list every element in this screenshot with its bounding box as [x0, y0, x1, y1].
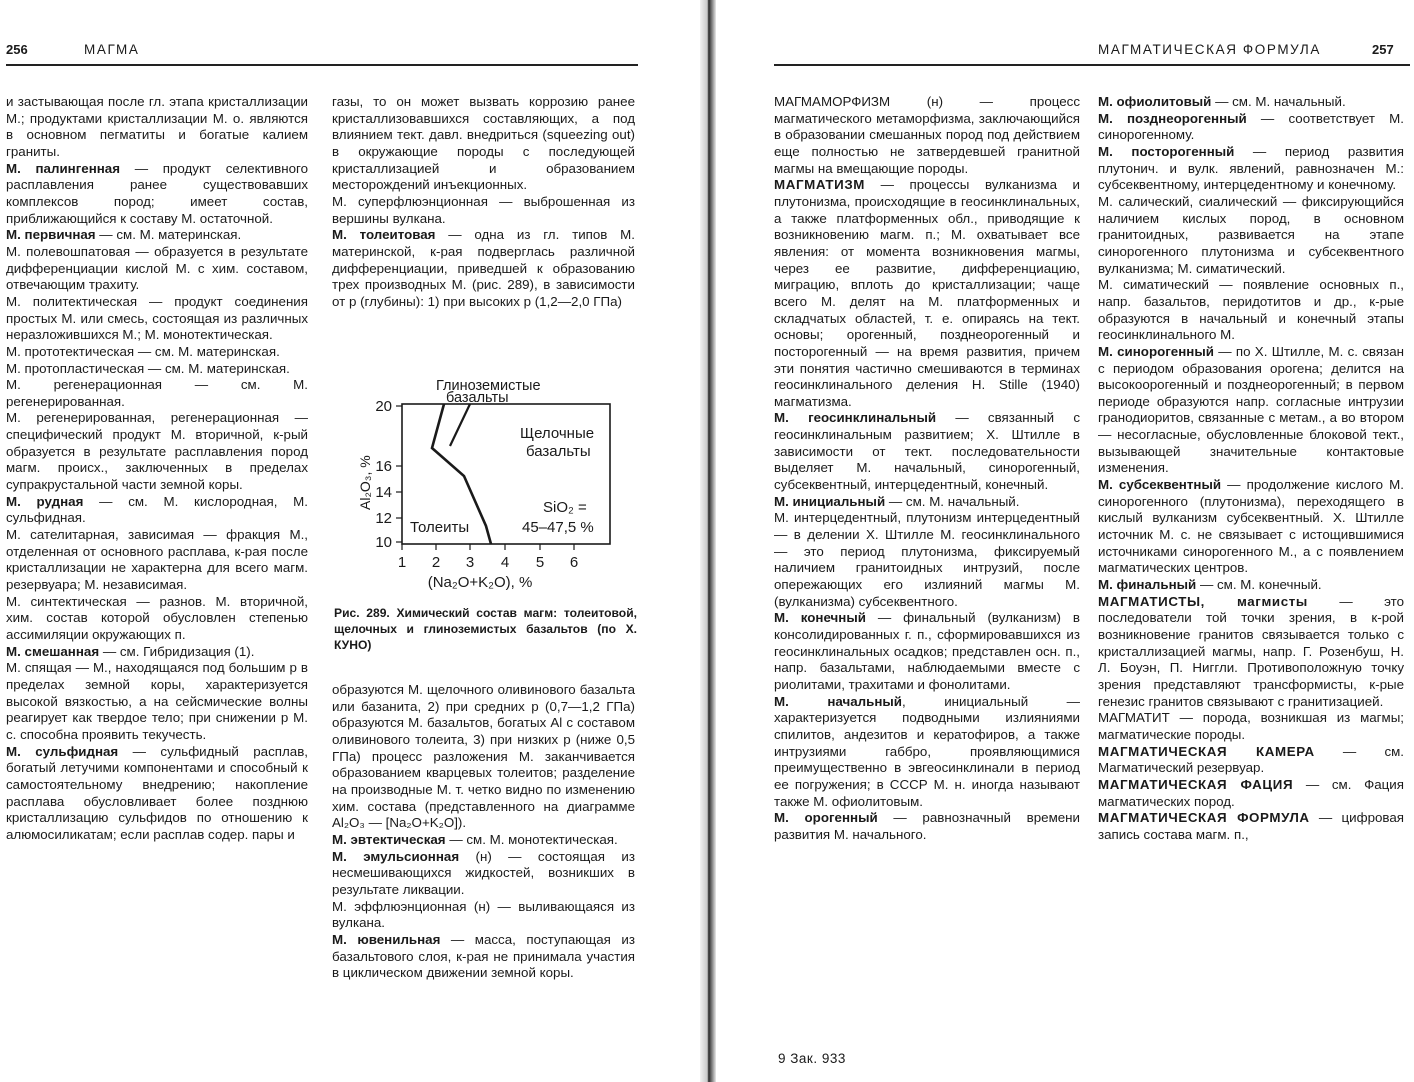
entry-text: — цифровая запись состава магм. п., [1098, 810, 1404, 842]
y-tick-20: 20 [375, 398, 392, 415]
dictionary-entry [332, 227, 635, 310]
dictionary-entry [6, 161, 308, 228]
entry-headword: М. офиолитовый [1098, 94, 1212, 109]
dictionary-entry [774, 510, 1080, 610]
entry-text: — см. М. монотектическая. [445, 831, 618, 847]
x-tick-3: 3 [465, 554, 475, 571]
entry-text: образуются М. щелочного оливинового базальта или базанита, 2) при средних p (0,7—1,2 ГПа) образуются М. базальтов, богатых Al с составом оливинового толеита, 3) при низких p (ниже 0,5 ГПа) процесс разложения М. заканчивается образованием кварцевых толеитов; разделение на производные М. т. четко видно по изменению хим. состава (представленного на диаграмме Al₂O₃ — [Na₂O+K₂O]). [332, 682, 635, 831]
entry-text: — см. Гибридизация (1). [99, 643, 255, 659]
entry-text: М. симатический — появление основных п., напр. базальтов, перидотитов и др., к-рые образуются в начальный и конечный этапы геосинклинального М. [1098, 277, 1404, 343]
entry-headword: М. синорогенный [1098, 343, 1214, 359]
dictionary-entry [1098, 744, 1404, 777]
book-gutter [700, 0, 716, 1082]
entry-headword: М. посторогенный [1098, 143, 1235, 159]
entry-text: — соответствует М. синорогенному. [1098, 110, 1404, 143]
entry-text: М. полевошпатовая — образуется в результате дифференциации кислой М. с хим. составом, отвечающим трахиту. [6, 243, 308, 293]
entry-text: — финальный (вулканизм) в консолидированных г. п., сформировавшихся из геосинклинальных осадков; представлен осн. п., напр. базальтами, наблюдаемыми вместе с риолитами, трахитами и фонолитами. [774, 610, 1080, 692]
left-column-1 [6, 94, 308, 844]
left-column-2-top [332, 94, 635, 311]
dictionary-entry [332, 94, 635, 194]
entry-text: — продолжение кислого М. синорогенного (плутонизма), переходящего в кислый вулканизм субсеквентный. Х. Штилле источник М. с. не связывает с истощившимися источниками синорогенного М., а с появлением магматических центров. [1098, 477, 1404, 576]
entry-headword: М. субсеквентный [1098, 477, 1222, 493]
x-tick-6: 6 [569, 554, 579, 571]
x-tick-1: 1 [397, 554, 407, 571]
dictionary-entry [1098, 710, 1404, 743]
printing-mark: 9 Зак. 933 [778, 1051, 846, 1066]
dictionary-entry [1098, 277, 1404, 344]
entry-headword: М. сульфидная [6, 743, 119, 759]
entry-text: МАГМАМОРФИЗМ (н) — процесс магматического метаморфизма, заключающийся в образовании смешанных пород под действием еще полностью не затвердевшей гранитной магмы на вмещающие породы. [774, 94, 1080, 176]
entry-text: — см. М. материнская. [95, 227, 242, 243]
entry-headword: М. финальный [1098, 577, 1197, 593]
entry-text: — по Х. Штилле, М. с. связан с периодом образования орогена; делится на высокоорогенный и позднеорогенный; в первом периоде образуются напр. согласные интрузии гранодиоритов, связанные с метам., а во втором — несогласные, обусловленные блоковой тект., вызывающей значительные контактовые изменения. [1098, 343, 1404, 476]
dictionary-entry [1098, 144, 1404, 194]
dictionary-entry [774, 410, 1080, 493]
left-column-2-bottom [332, 682, 635, 982]
entry-headword: М. толеитовая [332, 227, 436, 243]
entry-text: М. интерцедентный, плутонизм интерцедентный — в делении Х. Штилле М. геосинклинального — это период плутонизма, фиксируемый наличием гранитоидных интрузий, после опережающих его излияний магмы М. (вулканизма) субсеквентного. [774, 510, 1080, 609]
entry-headword: М. первичная [6, 227, 96, 243]
dictionary-entry [6, 594, 308, 644]
page-257 [716, 0, 1414, 1082]
entry-text: М. протопластическая — см. М. материнская. [6, 360, 290, 376]
dictionary-entry [774, 494, 1080, 511]
entry-text: — продукт селективного расплавления ранее существовавших комплексов пород; имеет состав, приближающийся к составу М. остаточной. [6, 160, 308, 226]
entry-text: М. суперфлюэнционная — выброшенная из вершины вулкана. [332, 193, 635, 226]
running-head-left: МАГМА [84, 42, 140, 57]
entry-headword: М. орогенный [774, 810, 878, 826]
entry-headword: М. геосинклинальный [774, 410, 937, 426]
x-tick-4: 4 [500, 554, 510, 571]
dictionary-entry [1098, 344, 1404, 477]
entry-headword: М. эвтектическая [332, 831, 446, 847]
entry-text: — см. Фация магматических пород. [1098, 776, 1404, 809]
dictionary-entry [1098, 111, 1404, 144]
page-number-right: 257 [1372, 42, 1394, 57]
dictionary-entry [1098, 577, 1404, 594]
running-head-right: МАГМАТИЧЕСКАЯ ФОРМУЛА [1098, 42, 1321, 57]
entry-text: — см. М. начальный. [885, 493, 1020, 509]
page-number-left: 256 [6, 42, 28, 57]
header-rule-right [774, 64, 1410, 66]
entry-text: , инициальный — характеризуется подводными излияниями спилитов, андезитов и кератофиров, а также интрузиями габбро, проявляющимися преимущественно в эвгеосинклинали в период ее погружения; в СССР М. н. иногда называют также М. офиолитовым. [774, 693, 1080, 809]
entry-text: М. сателитарная, зависимая — фракция М., отделенная от основного расплава, к-рая после кристаллизации не характерна для всего магм. резервуара; М. независимая. [6, 527, 308, 593]
label-alkali-2: базальты [526, 443, 591, 460]
dictionary-entry [6, 294, 308, 344]
entry-headword: М. палингенная [6, 160, 121, 176]
entry-text: — процессы вулканизма и плутонизма, происходящие в геосинклинальных, а также платформенных обл., приводящие к возникновению магм. п.; М. охватывает все явления: от момента возникновения магмы, через ее развитие, дифференциацию, миграцию, вплоть до кристаллизации; чаще всего М. делят на М. платформенных и складчатых областей, т. е. опираясь на тект. основы; орогенный, позднеорогенный и посторогенный — на время развития, причем эти понятия частично смешиваются в терминах геосинклинального деления H. Stille (1940) магматизма. [774, 177, 1080, 409]
entry-main-headword: МАГМАТИЗМ [774, 177, 866, 193]
dictionary-entry [6, 377, 308, 410]
right-column-1 [774, 94, 1080, 844]
label-tholeiite: Толеиты [410, 519, 470, 536]
entry-main-headword: МАГМАТИЧЕСКАЯ ФАЦИЯ [1098, 776, 1294, 792]
entry-main-headword: МАГМАТИСТЫ, магмисты [1098, 593, 1308, 609]
entry-text: — масса, поступающая из базальтового слоя, к-рая не принимала участия в циклическом движении земной коры. [332, 931, 635, 981]
entry-text: МАГМАТИТ — порода, возникшая из магмы; магматические породы. [1098, 710, 1404, 742]
entry-text: — сульфидный расплав, богатый летучими компонентами и способный к самостоятельному внедрению; накопление расплава обусловливает более позднюю кристаллизацию сульфидов по отношению к алюмосиликатам; если расплав содер. пары и [6, 743, 308, 842]
header-rule-left [6, 64, 638, 66]
entry-headword: М. начальный [774, 693, 902, 709]
y-tick-10: 10 [375, 534, 392, 551]
y-ticks [396, 406, 402, 542]
dictionary-entry [774, 694, 1080, 811]
entry-text: М. политектическая — продукт соединения простых М. или смесь, состоящая из различных неразложившихся М.; М. монотектическая. [6, 293, 308, 343]
entry-text: — одна из гл. типов М. материнской, к-рая подверглась различной дифференциации, приведшей к образованию трех производных М. (рис. 289), в зависимости от p (глубины): 1) при высоких p (1,2—2,0 ГПа) [332, 227, 635, 309]
x-tick-5: 5 [535, 554, 545, 571]
entry-text: М. прототектическая — см. М. материнская. [6, 343, 280, 359]
dictionary-entry [332, 849, 635, 899]
y-axis-label: Al₂O₃, % [357, 455, 373, 510]
entry-text: М. регенерационная — см. М. регенерированная. [6, 377, 308, 409]
y-tick-12: 12 [375, 510, 392, 527]
entry-text: — см. М. начальный. [1211, 94, 1346, 109]
dictionary-entry [332, 194, 635, 227]
label-alkali-1: Щелочные [520, 425, 595, 442]
entry-text: — см. М. кислородная, М. сульфидная. [6, 493, 308, 526]
entry-headword: М. конечный [774, 610, 866, 626]
figure-289 [350, 376, 620, 601]
entry-headword: М. ювенильная [332, 931, 441, 947]
entry-text: — см. М. конечный. [1196, 577, 1322, 593]
dictionary-entry [6, 344, 308, 361]
label-silica: SiO₂ = [543, 499, 587, 516]
dictionary-entry [1098, 777, 1404, 810]
entry-text: М. салический, сиалический — фиксирующийся наличием кислых пород, в основном гранитоидных, развивается на этапе синорогенного плутонизма и субсеквентного вулканизма; М. симатический. [1098, 193, 1404, 276]
entry-text: — период развития плутонич. и вулк. явлений, равнозначен М.: субсеквентному, интерцедентному и конечному. [1098, 143, 1404, 193]
entry-text: (н) — состоящая из несмешивающихся жидкостей, возникших в результате ликвации. [332, 848, 635, 897]
dictionary-entry [6, 227, 308, 244]
entry-text: М. регенерированная, регенерационная — специфический продукт М. вторичной, к-рый образуется в результате расплавления пород магм. происх., заключенных в пределах супракрустальной части земной коры. [6, 410, 308, 493]
entry-text: — равнозначный времени развития М. начального. [774, 810, 1080, 842]
dictionary-entry [1098, 594, 1404, 711]
dictionary-entry [6, 94, 308, 161]
x-axis-label: (Na₂O+K₂O), % [427, 574, 533, 591]
dictionary-entry [1098, 477, 1404, 577]
dictionary-entry [774, 810, 1080, 843]
y-tick-16: 16 [375, 458, 392, 475]
dictionary-entry [332, 682, 635, 832]
x-ticks [402, 544, 574, 550]
entry-text: — см. Магматический резервуар. [1098, 743, 1405, 776]
dictionary-entry [332, 899, 635, 932]
dictionary-entry [6, 527, 308, 594]
entry-headword: М. эмульсионная [332, 848, 460, 864]
figure-caption: Рис. 289. Химический состав магм: толеитовой, щелочных и глиноземистых базальтов (по Х. КУНО) [334, 606, 637, 652]
right-column-2 [1098, 94, 1404, 844]
entry-headword: М. позднеорогенный [1098, 110, 1247, 126]
dictionary-entry [6, 244, 308, 294]
dictionary-entry [332, 932, 635, 982]
entry-main-headword: МАГМАТИЧЕСКАЯ ФОРМУЛА [1098, 810, 1310, 826]
dictionary-entry [774, 177, 1080, 410]
figure-289-diagram [350, 376, 620, 601]
dictionary-entry [6, 660, 308, 743]
entry-headword: М. инициальный [774, 493, 886, 509]
label-alumina-2: базальты [446, 390, 509, 406]
entry-text: — связанный с геосинклинальным развитием; Х. Штилле в зависимости от тект. последовательности выделяет М. начальный, синорогенный, субсеквентный, интерцедентный, конечный. [774, 410, 1080, 493]
entry-text: и застывающая после гл. этапа кристаллизации М.; продуктами кристаллизации М. о. являются в основном пегматиты и богатые калием граниты. [6, 94, 308, 159]
entry-headword: М. рудная [6, 493, 84, 509]
label-silica-value: 45–47,5 % [522, 519, 594, 536]
label-alumina-1: Глиноземистые [436, 378, 541, 394]
dictionary-entry [6, 644, 308, 661]
y-tick-14: 14 [375, 484, 392, 501]
entry-text: М. спящая — М., находящаяся под большим p в пределах земной коры, характеризуется высокой вязкостью, а на сейсмические волны реагирует как твердое тело; при снижении p М. с. способна проявить текучесть. [6, 660, 308, 742]
entry-text: М. эффлюэнционная (н) — выливающаяся из вулкана. [332, 898, 635, 931]
dictionary-entry [774, 94, 1080, 177]
alumina-boundary [450, 404, 470, 446]
entry-text: — это последователи той точки зрения, в к-рой возникновение гранитов связывается только с кристаллизацией магмы, напр. Г. Розенбуш, Н. Л. Боуэн, П. Ниггли. Противоположную точку зрения представляют трансформисты, к-рые генезис гранитов связывают с гранитизацией. [1098, 593, 1404, 709]
entry-headword: М. смешанная [6, 643, 100, 659]
dictionary-entry [1098, 194, 1404, 277]
dictionary-entry [6, 744, 308, 844]
dictionary-entry [1098, 94, 1404, 111]
entry-text: М. синтектическая — разнов. М. вторичной, хим. состав которой обусловлен степенью ассимиляции окружающих п. [6, 593, 308, 642]
entry-text: газы, то он может вызвать коррозию ранее кристаллизовавшихся составляющих, а под влиянием тект. давл. внедриться (squeezing out) в окружающие породы с последующей кристаллизацией и образованием месторождений инъекционных. [332, 94, 635, 193]
dictionary-entry [6, 494, 308, 527]
dictionary-entry [6, 410, 308, 493]
x-tick-2: 2 [431, 554, 441, 571]
dictionary-entry [1098, 810, 1404, 843]
dictionary-entry [6, 361, 308, 378]
entry-main-headword: МАГМАТИЧЕСКАЯ КАМЕРА [1098, 743, 1315, 759]
dictionary-entry [332, 832, 635, 849]
page-256 [0, 0, 700, 1082]
dictionary-entry [774, 610, 1080, 693]
